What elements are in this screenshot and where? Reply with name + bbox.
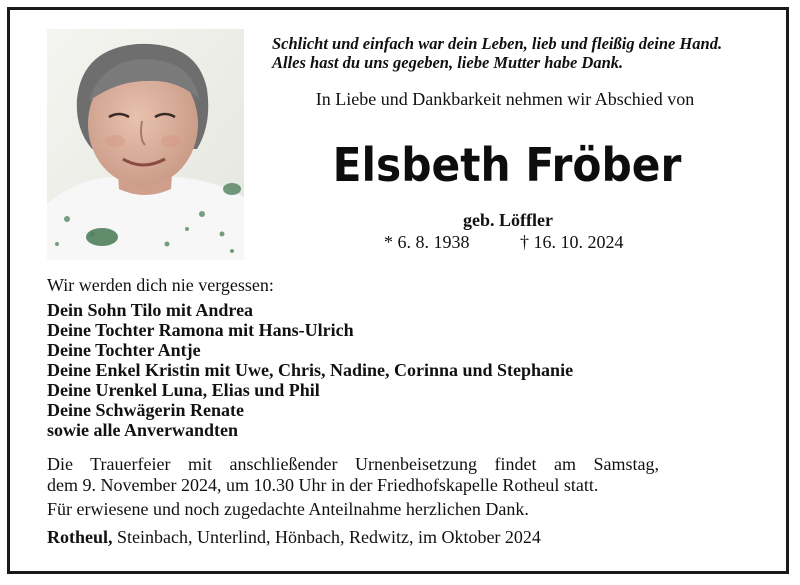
places-line (47, 527, 541, 548)
list-item: Deine Tochter Antje (47, 340, 201, 360)
service-line-2: dem 9. November 2024, um 10.30 Uhr in der Friedhofskapelle Rotheul statt. (47, 475, 599, 495)
maiden-name: geb. Löffler (463, 210, 553, 230)
death-date: † 16. 10. 2024 (520, 232, 624, 252)
intro-text: In Liebe und Dankbarkeit nehmen wir Abschied von (315, 89, 695, 109)
list-item: Deine Urenkel Luna, Elias und Phil (47, 380, 320, 400)
service-line-1: Die Trauerfeier mit anschließender Urnenbeisetzung findet am Samstag, (47, 454, 659, 474)
motto-line-2: Alles hast du uns gegeben, liebe Mutter habe Dank. (272, 53, 624, 72)
life-dates (384, 232, 664, 253)
motto-line-1: Schlicht und einfach war dein Leben, lieb und fleißig deine Hand. (272, 34, 723, 53)
places-rest: Steinbach, Unterlind, Hönbach, Redwitz, im Oktober 2024 (112, 527, 541, 547)
never-forget-text: Wir werden dich nie vergessen: (47, 275, 274, 295)
motto (272, 34, 772, 72)
list-item: Dein Sohn Tilo mit Andrea (47, 300, 254, 320)
birth-date: * 6. 8. 1938 (384, 232, 470, 252)
thanks-text: Für erwiesene und noch zugedachte Anteilnahme herzlichen Dank. (47, 499, 529, 519)
deceased-name: Elsbeth Fröber (332, 138, 682, 192)
places-bold: Rotheul, (47, 527, 113, 547)
list-item: Deine Enkel Kristin mit Uwe, Chris, Nadine, Corinna und Stephanie (47, 360, 574, 380)
service-info (47, 454, 659, 496)
family-list (47, 300, 573, 440)
list-item: sowie alle Anverwandten (47, 420, 238, 440)
list-item: Deine Tochter Ramona mit Hans-Ulrich (47, 320, 354, 340)
list-item: Deine Schwägerin Renate (47, 400, 244, 420)
